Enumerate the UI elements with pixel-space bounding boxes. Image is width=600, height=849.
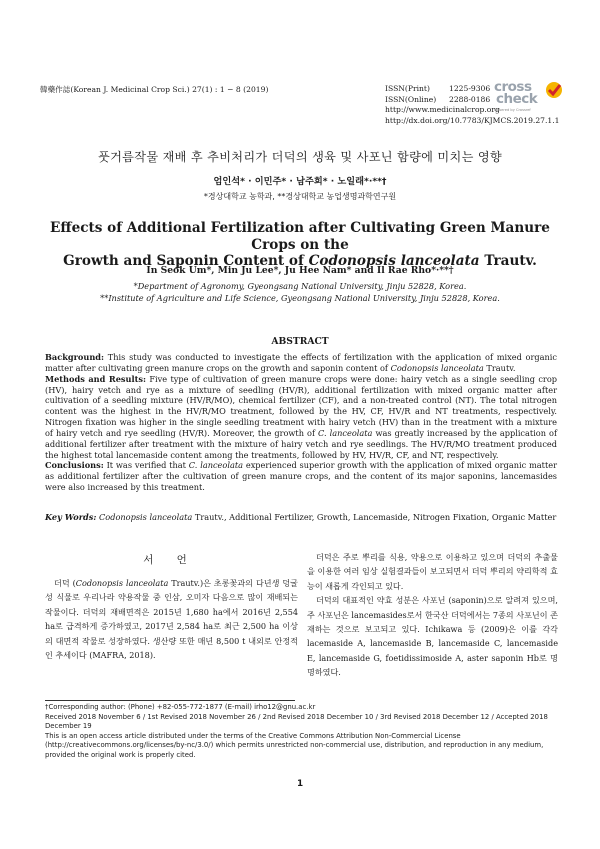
- title-line2-pre: Growth and Saponin Content of: [63, 253, 309, 269]
- korean-authors: 엄인석* · 이민주* · 남주희* · 노일래*·**†: [213, 176, 387, 187]
- left-column: [45, 576, 298, 662]
- conclusions-label: Conclusions:: [45, 460, 104, 471]
- background-text-2: Trautv.: [483, 362, 516, 373]
- conclusions-species: C. lanceolata: [188, 460, 244, 471]
- left-p1-b: Trautv.)은 초롱꽃과의 다년생 덩굴성 식물로 우리나라 약용작물 중 인삼, 오미자 다음으로 많이 재배되는 작물이다. 더덕의 재배면적은 2015년 1,680 ha에서 2016년 2,554 ha로 급격하게 증가하였고, 2017년 2,584 ha로 최근 2,500 ha 이상의 대면적 작물로 성장하였다. 생산량 또한 매년 8,500 t 내외로 안정적인 추세이다 (MAFRA, 2018).: [45, 578, 298, 661]
- license-notice: This is an open access article distributed under the terms of the Creative Commons Attribution Non-Commercial License (http://creativecommons.org/licenses/by-nc/3.0/) which permits unrestricted non-commercial use, distribution, and reproduction in any medium, provided the original work is properly cited.: [45, 731, 544, 759]
- abstract-body: [45, 352, 557, 493]
- abstract-conclusions: [45, 460, 557, 493]
- korean-affiliation: *경상대학교 농학과, **경상대학교 농업생명과학연구원: [203, 192, 397, 201]
- abstract-background: [45, 352, 557, 374]
- section-heading-introduction: 서 언: [143, 554, 197, 566]
- conclusions-text-2: experienced superior growth with the application of mixed organic matter as additional fertilizer after the cultivation of green manure crops, and the content of its major saponins, lancemasides were also increased by this treatment.: [45, 460, 558, 493]
- english-affiliations: [30, 281, 570, 305]
- english-affiliation-2: **Institute of Agriculture and Life Science, Gyeongsang National University, Jinju 52828, Korea.: [100, 292, 500, 303]
- title-line2-post: Trautv.: [479, 253, 537, 269]
- left-paragraph-1: [45, 576, 298, 662]
- journal-citation: 韓藥作誌(Korean J. Medicinal Crop Sci.) 27(1) : 1 − 8 (2019): [40, 85, 269, 94]
- footnote-divider: [45, 700, 295, 701]
- journal-website-link[interactable]: http://www.medicinalcrop.org: [385, 105, 500, 115]
- english-affiliation-1: *Department of Agronomy, Gyeongsang National University, Jinju 52828, Korea.: [133, 281, 467, 291]
- methods-text-2: was greatly increased by the application of additional fertilizer after treatment with the mixture of hairy vetch and rye seedlings. The HV/R/MO treatment produced the highest total lancemaside content among the treatments, followed by HV, HV/R, CF, and NT, respectively.: [45, 427, 558, 460]
- keywords: [45, 512, 557, 522]
- background-text-1: This study was conducted to investigate the effects of fertilization with the application of mixed organic matter after cultivating green manure crops on the growth and saponin content of: [45, 352, 557, 373]
- crossmark-bookmark-icon: [545, 81, 563, 101]
- right-column: [307, 550, 558, 680]
- footnote: [45, 703, 560, 761]
- keywords-text: Trautv., Additional Fertilizer, Growth, Lancemaside, Nitrogen Fixation, Organic Matter: [192, 512, 557, 522]
- methods-label: Methods and Results:: [45, 373, 147, 384]
- right-paragraph-1: 더덕은 주로 뿌리를 식용, 약용으로 이용하고 있으며 더덕의 추출물을 이용한 여러 임상 실험결과들이 보고되면서 더덕 뿌리의 약리학적 효능이 새롭게 각인되고 있다.: [307, 552, 558, 591]
- english-authors: In Seok Um*, Min Ju Lee*, Ju Hee Nam* and Il Rae Rho*·**†: [146, 265, 454, 276]
- logo-word-cross: cross: [494, 79, 532, 95]
- logo-word-check: check: [496, 91, 538, 107]
- left-p1-species: Codonopsis lanceolata: [75, 578, 169, 588]
- abstract-methods: [45, 374, 557, 461]
- conclusions-text-1: It was verified that: [103, 460, 189, 471]
- keywords-species: Codonopsis lanceolata: [99, 512, 193, 522]
- issn-print-label: ISSN(Print): [385, 84, 430, 93]
- received-dates: Received 2018 November 6 / 1st Revised 2018 November 26 / 2nd Revised 2018 December 10 / 3rd Revised 2018 December 12 / Accepted 2018 December 19: [45, 712, 548, 731]
- korean-title: 풋거름작물 재배 후 추비처리가 더덕의 생육 및 사포닌 함량에 미치는 영향: [98, 150, 502, 164]
- abstract-heading: ABSTRACT: [271, 336, 329, 347]
- crossmark-logo[interactable]: [494, 78, 566, 114]
- title-species: Codonopsis lanceolata: [308, 253, 480, 269]
- right-paragraph-2: 더덕의 대표적인 약효 성분은 사포닌 (saponin)으로 알려져 있으며, 주 사포닌은 lancemasides로서 한국산 더덕에서는 7종의 사포닌이 존재하는 것으로 보고되고 있다. Ichikawa 등 (2009)은 이를 각각 lacemaside A, lancemaside B, lancemaside C, lancemaside E, lancemaside G, foetidissimoside A, aster saponin Hb로 명명하였다.: [307, 595, 558, 678]
- english-title-line-1: Effects of Additional Fertilization after Cultivating Green Manure Crops on the: [50, 220, 550, 253]
- methods-text-1: Five type of cultivation of green manure crops were done: hairy vetch as a single seedling crop (HV), hairy vetch and rye as a mixture of seedling (HV/R), additional fertilization with mixed organic matter after cultivation of a seedling mixture (HV/R/MO), chemical fertilizer (CF), and a non-treated control (NT). The total nitrogen content was the highest in the HV/R/MO treatment, followed by the HV, CF, HV/R and NT treatments, respectively. Nitrogen fixation was higher in the single seedling treatment with hairy vetch (HV) than in the treatment with a mixture of hairy vetch and rye seedling (HV/R). Moreover, the growth of: [45, 373, 557, 438]
- background-species: Codonopsis lanceolata: [390, 362, 484, 373]
- english-title: [40, 220, 560, 270]
- methods-species: C. lanceolata: [318, 427, 373, 438]
- doi-link[interactable]: http://dx.doi.org/10.7783/KJMCS.2019.27.1.1: [385, 115, 560, 125]
- background-label: Background:: [45, 352, 105, 362]
- issn-print-value: 1225-9306: [449, 84, 491, 93]
- issn-online-value: 2288-0186: [449, 94, 491, 104]
- keywords-label: Key Words:: [45, 512, 97, 522]
- corresponding-author: †Corresponding author: (Phone) +82-055-772-1877 (E-mail) irho12@gnu.ac.kr: [45, 703, 316, 711]
- logo-tagline: Powered by Crossref: [494, 108, 531, 112]
- left-p1-a: 더덕 (: [54, 578, 76, 588]
- issn-online-label: ISSN(Online): [385, 94, 437, 104]
- page-number: 1: [296, 779, 304, 789]
